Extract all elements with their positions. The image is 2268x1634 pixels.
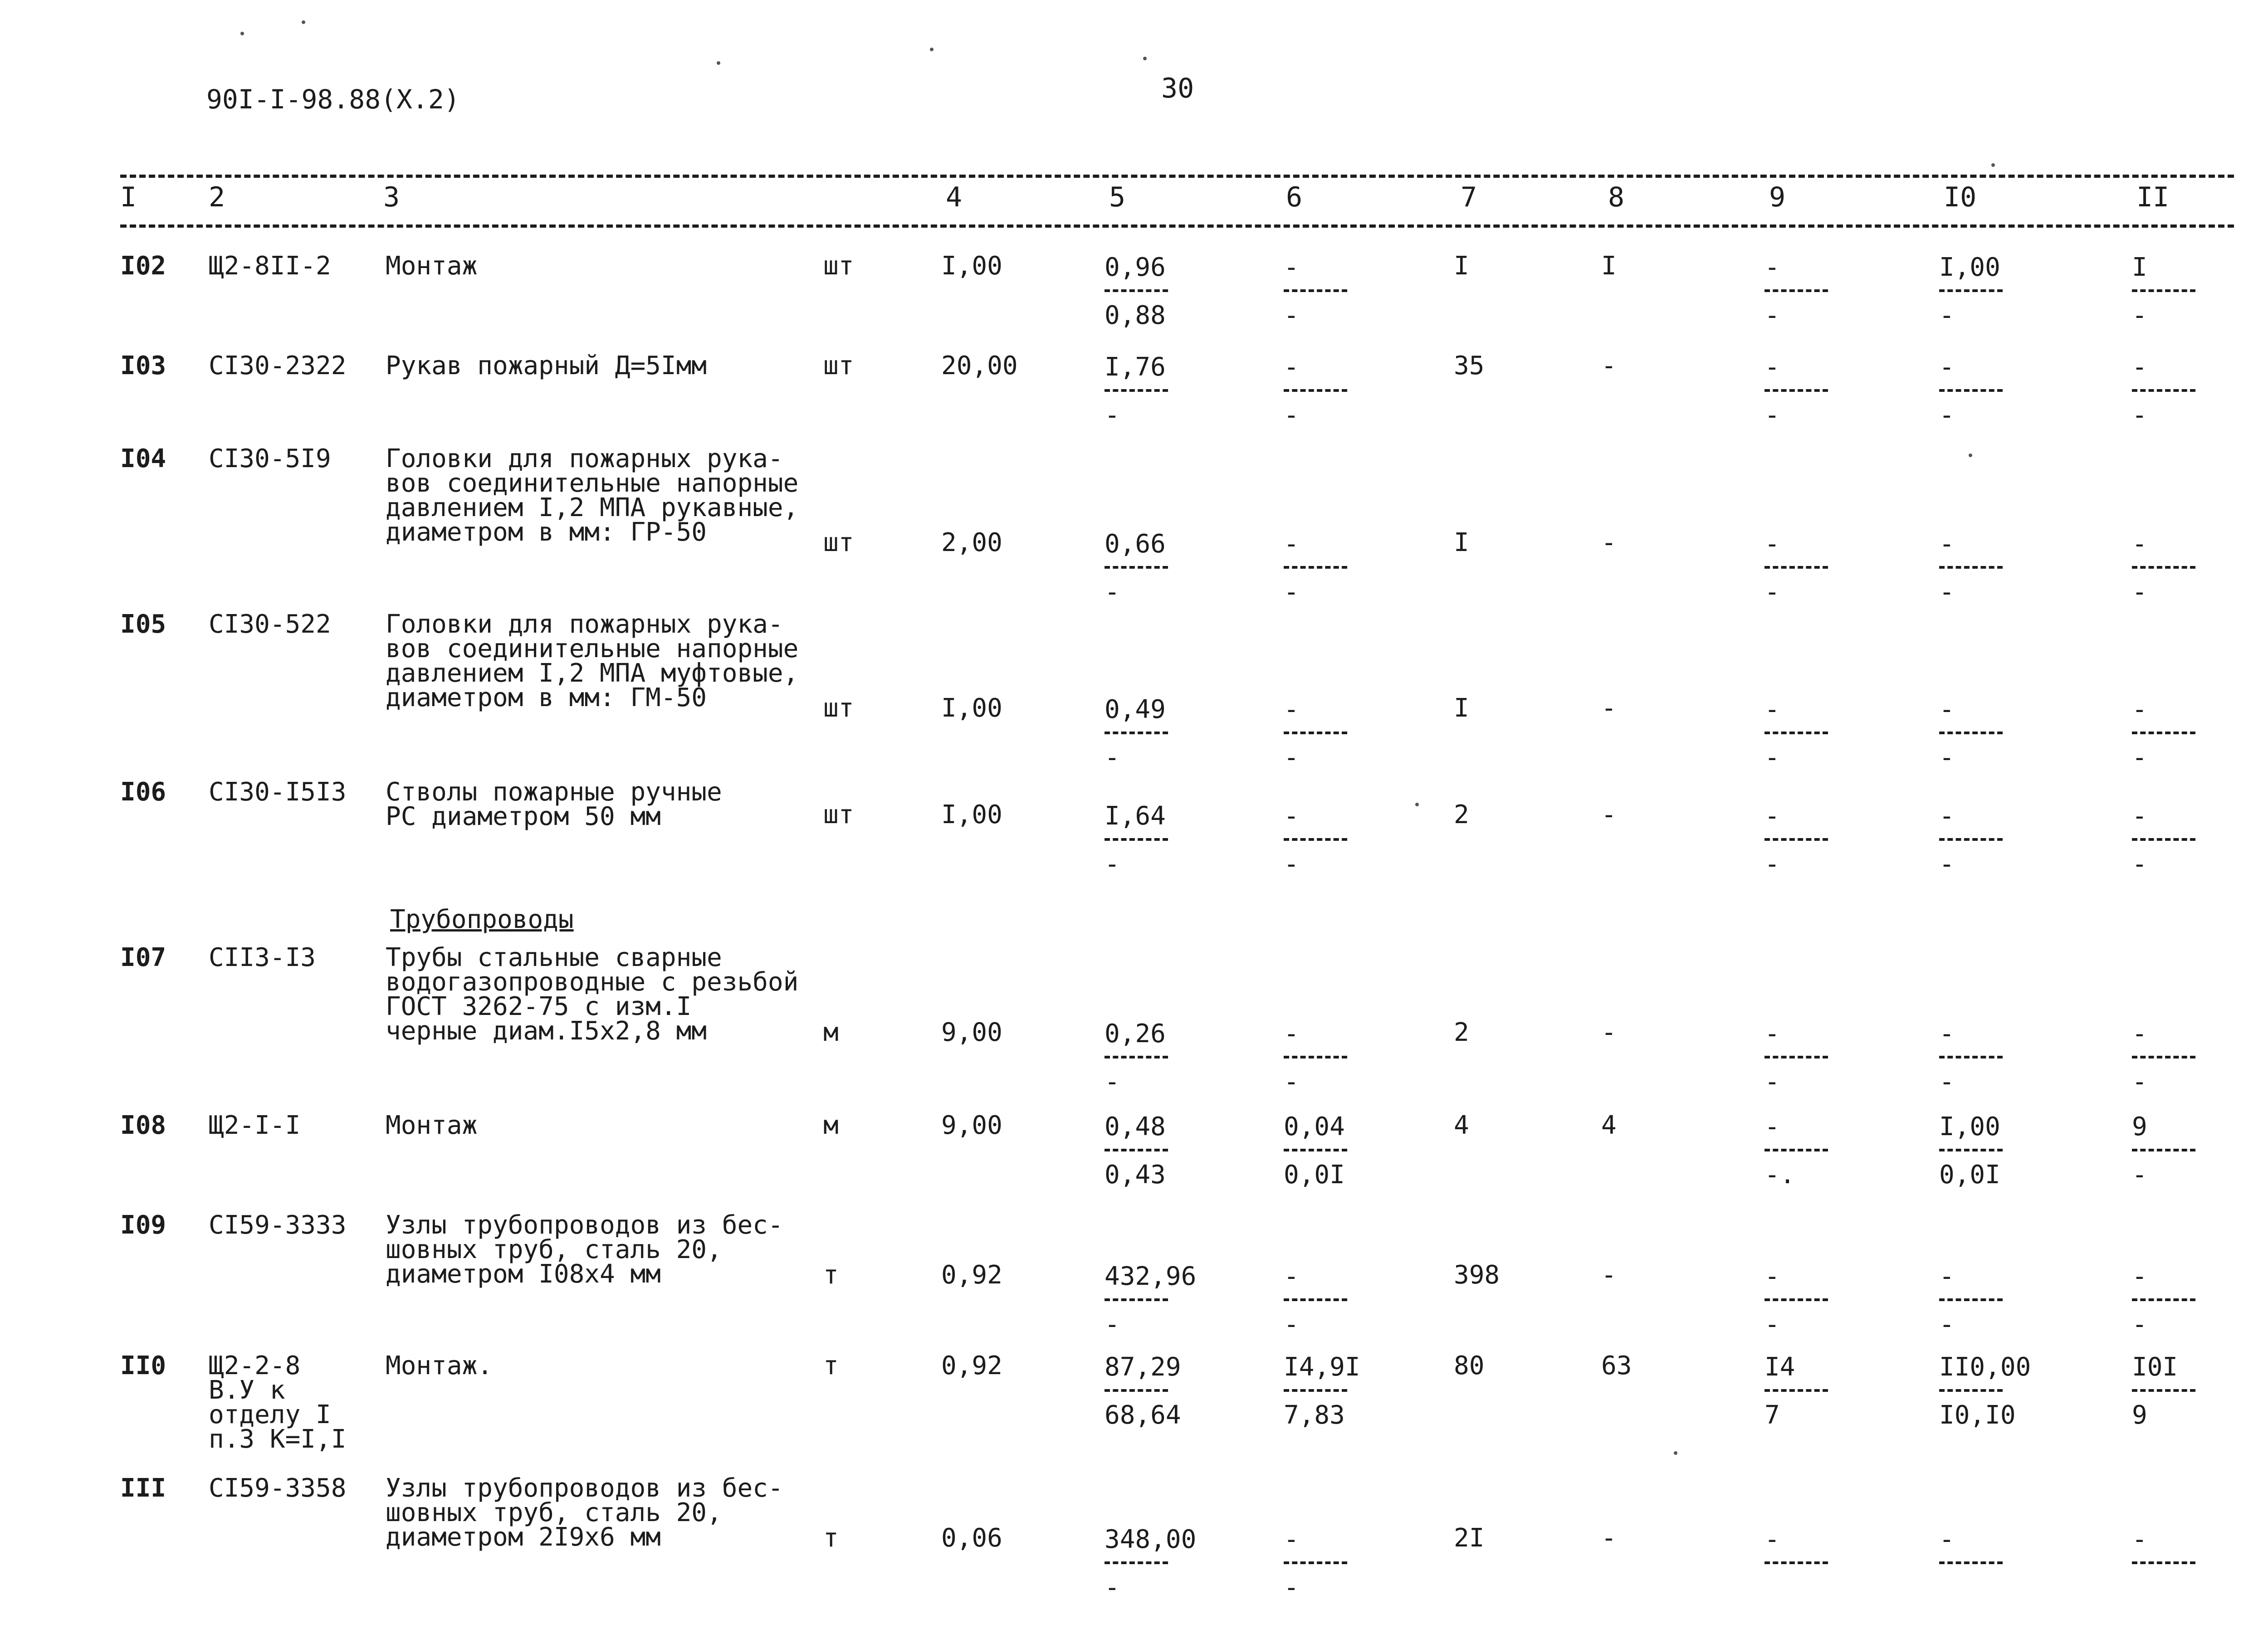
unit-cost	[1105, 696, 1213, 771]
column-number-6: 6	[1286, 181, 1303, 213]
price-code: CI30-I5I3	[209, 777, 347, 807]
scan-speck	[930, 48, 934, 51]
unit-cost-denominator: 0,88	[1105, 301, 1166, 330]
machine-cost-numerator: -	[1284, 1525, 1299, 1554]
unit-cost-numerator: 87,29	[1105, 1352, 1181, 1382]
labor-hours-unit-fraction-bar	[1939, 1561, 2003, 1564]
labor-hours-total-fraction-bar	[2132, 1389, 2195, 1392]
price-code: CI59-3358	[209, 1473, 347, 1503]
labor-hours-total	[2132, 531, 2241, 606]
total-cost: 398	[1454, 1260, 1500, 1290]
labor-hours-total-denominator: -	[2132, 577, 2147, 607]
machine-total-numerator: -	[1765, 352, 1780, 382]
machine-total-fraction-bar	[1765, 1149, 1828, 1151]
machine-cost-numerator: -	[1284, 352, 1299, 382]
labor-hours-total	[2132, 1020, 2241, 1096]
unit-cost-numerator: I,76	[1105, 352, 1166, 382]
price-code: CI30-2322	[209, 351, 347, 380]
machine-total-numerator: -	[1765, 253, 1780, 282]
row-number: I04	[120, 444, 166, 473]
unit-cost-numerator: 0,48	[1105, 1112, 1166, 1141]
machine-total-denominator: -	[1765, 1310, 1780, 1339]
machine-total	[1765, 1020, 1873, 1096]
unit-of-measure: т	[823, 1523, 839, 1553]
unit-cost-fraction-bar	[1105, 838, 1168, 841]
scan-speck	[717, 61, 720, 65]
page-number: 30	[1161, 73, 1194, 104]
labor-hours-total	[2132, 1526, 2241, 1574]
row-number: I06	[120, 777, 166, 807]
row-number: I07	[120, 943, 166, 972]
machine-total-numerator: -	[1765, 1525, 1780, 1554]
labor-cost: -	[1601, 800, 1617, 829]
labor-hours-unit-denominator: 0,0I	[1939, 1160, 2000, 1190]
machine-total-denominator: -	[1765, 301, 1780, 330]
unit-cost	[1105, 803, 1213, 878]
row-number: I08	[120, 1111, 166, 1140]
unit-of-measure: т	[823, 1351, 839, 1380]
labor-hours-total	[2132, 803, 2241, 878]
machine-cost	[1284, 1526, 1393, 1601]
labor-hours-unit-fraction-bar	[1939, 838, 2003, 841]
unit-cost-denominator: 0,43	[1105, 1160, 1166, 1190]
unit-cost-denominator: -	[1105, 1310, 1120, 1339]
machine-cost	[1284, 531, 1393, 606]
machine-cost-numerator: I4,9I	[1284, 1352, 1360, 1382]
column-number-7: 7	[1461, 181, 1477, 213]
labor-hours-unit-numerator: I,00	[1939, 1112, 2000, 1141]
unit-cost-denominator: -	[1105, 849, 1120, 879]
price-code: CII3-I3	[209, 943, 316, 972]
machine-total	[1765, 354, 1873, 429]
unit-cost	[1105, 1354, 1213, 1429]
machine-total	[1765, 1354, 1873, 1429]
price-code: Щ2-I-I	[209, 1111, 301, 1140]
machine-total-numerator: -	[1765, 695, 1780, 724]
labor-hours-total-numerator: -	[2132, 695, 2147, 724]
labor-hours-total	[2132, 1113, 2241, 1189]
machine-cost	[1284, 696, 1393, 771]
unit-of-measure: м	[823, 1018, 839, 1047]
machine-cost-fraction-bar	[1284, 732, 1347, 734]
machine-total	[1765, 696, 1873, 771]
labor-hours-total-fraction-bar	[2132, 566, 2195, 569]
labor-cost: 63	[1601, 1351, 1632, 1380]
machine-cost-denominator: -	[1284, 577, 1299, 607]
unit-cost-fraction-bar	[1105, 1298, 1168, 1301]
work-description: Головки для пожарных рука- вов соединительные напорные давлением I,2 МПА муфтовые, диаметром в мм: ГМ-50	[386, 610, 799, 712]
labor-cost: -	[1601, 1260, 1617, 1290]
machine-total-numerator: -	[1765, 529, 1780, 559]
unit-cost-fraction-bar	[1105, 289, 1168, 292]
work-description: Узлы трубопроводов из бес- шовных труб, сталь 20, диаметром 2I9x6 мм	[386, 1473, 783, 1552]
machine-cost-fraction-bar	[1284, 1149, 1347, 1151]
machine-total-numerator: -	[1765, 1019, 1780, 1049]
labor-hours-unit-denominator: -	[1939, 301, 1955, 330]
machine-total-denominator: -	[1765, 400, 1780, 430]
machine-total-fraction-bar	[1765, 1298, 1828, 1301]
price-code: CI59-3333	[209, 1210, 347, 1240]
unit-cost-denominator: 68,64	[1105, 1400, 1181, 1430]
labor-hours-total-fraction-bar	[2132, 1561, 2195, 1564]
scan-speck	[1415, 803, 1419, 806]
machine-total	[1765, 803, 1873, 878]
quantity: I,00	[941, 251, 1002, 281]
unit-cost-numerator: 0,49	[1105, 695, 1166, 724]
quantity: 20,00	[941, 351, 1018, 380]
column-number-9: 9	[1769, 181, 1786, 213]
machine-total-fraction-bar	[1765, 732, 1828, 734]
labor-hours-unit-numerator: II0,00	[1939, 1352, 2031, 1382]
machine-cost-denominator: -	[1284, 743, 1299, 772]
labor-hours-unit	[1939, 1263, 2048, 1338]
work-description: Рукав пожарный Д=5Iмм	[386, 351, 707, 380]
unit-cost-numerator: 0,66	[1105, 529, 1166, 559]
labor-hours-unit-fraction-bar	[1939, 1056, 2003, 1058]
unit-cost-fraction-bar	[1105, 1389, 1168, 1392]
machine-total	[1765, 1526, 1873, 1574]
machine-cost-fraction-bar	[1284, 1389, 1347, 1392]
work-description: Головки для пожарных рука- вов соединительные напорные давлением I,2 МПА рукавные, диаметром в мм: ГР-50	[386, 444, 799, 547]
work-description: Монтаж	[386, 1111, 478, 1140]
machine-total-denominator: -	[1765, 743, 1780, 772]
labor-hours-unit-denominator: I0,I0	[1939, 1400, 2016, 1430]
unit-cost-fraction-bar	[1105, 1149, 1168, 1151]
labor-hours-unit	[1939, 1113, 2048, 1189]
machine-cost	[1284, 803, 1393, 878]
machine-total	[1765, 1263, 1873, 1338]
machine-total	[1765, 531, 1873, 606]
machine-total-numerator: -	[1765, 1112, 1780, 1141]
labor-hours-unit-fraction-bar	[1939, 566, 2003, 569]
machine-total	[1765, 1113, 1873, 1189]
labor-hours-total	[2132, 1354, 2241, 1429]
machine-cost-denominator: -	[1284, 400, 1299, 430]
labor-hours-total-numerator: -	[2132, 1525, 2147, 1554]
price-code: CI30-522	[209, 610, 331, 639]
unit-cost-denominator: -	[1105, 400, 1120, 430]
unit-cost-numerator: I,64	[1105, 801, 1166, 831]
machine-cost-fraction-bar	[1284, 566, 1347, 569]
scan-speck	[1991, 163, 1995, 167]
machine-cost-numerator: -	[1284, 1019, 1299, 1049]
machine-cost-denominator: 7,83	[1284, 1400, 1345, 1430]
total-cost: 2I	[1454, 1523, 1485, 1553]
work-description: Трубы стальные сварные водогазопроводные с резьбой ГОСТ 3262-75 с изм.I черные диам.I5x2,8 мм	[386, 943, 799, 1046]
quantity: 9,00	[941, 1018, 1002, 1047]
machine-cost-numerator: -	[1284, 529, 1299, 559]
unit-cost-denominator: -	[1105, 743, 1120, 772]
labor-hours-total	[2132, 1263, 2241, 1338]
machine-cost	[1284, 254, 1393, 329]
labor-hours-unit	[1939, 531, 2048, 606]
work-description: Узлы трубопроводов из бес- шовных труб, сталь 20, диаметром I08x4 мм	[386, 1210, 783, 1289]
labor-hours-unit-numerator: I,00	[1939, 253, 2000, 282]
column-number-10: I0	[1944, 181, 1977, 213]
labor-hours-unit-fraction-bar	[1939, 732, 2003, 734]
labor-cost: I	[1601, 251, 1617, 281]
unit-cost	[1105, 1263, 1213, 1338]
machine-total-denominator: -.	[1765, 1160, 1795, 1190]
row-number: I09	[120, 1210, 166, 1240]
machine-cost-numerator: -	[1284, 801, 1299, 831]
labor-hours-unit-numerator: -	[1939, 529, 1955, 559]
labor-hours-total-numerator: -	[2132, 352, 2147, 382]
machine-cost-denominator: -	[1284, 1067, 1299, 1097]
column-number-3: 3	[383, 181, 400, 213]
labor-hours-unit-numerator: -	[1939, 1019, 1955, 1049]
machine-total-numerator: -	[1765, 801, 1780, 831]
column-number-1: I	[120, 181, 137, 213]
labor-hours-total	[2132, 254, 2241, 329]
machine-total-fraction-bar	[1765, 566, 1828, 569]
labor-hours-total-fraction-bar	[2132, 1149, 2195, 1151]
column-number-2: 2	[209, 181, 225, 213]
row-number: I03	[120, 351, 166, 380]
labor-cost: -	[1601, 351, 1617, 380]
labor-hours-total-numerator: -	[2132, 1262, 2147, 1291]
machine-cost-denominator: 0,0I	[1284, 1160, 1345, 1190]
labor-hours-unit-fraction-bar	[1939, 1298, 2003, 1301]
quantity: 9,00	[941, 1111, 1002, 1140]
unit-cost-fraction-bar	[1105, 566, 1168, 569]
labor-hours-total-denominator: -	[2132, 849, 2147, 879]
labor-hours-unit	[1939, 1020, 2048, 1096]
labor-hours-total-denominator: -	[2132, 1067, 2147, 1097]
labor-hours-unit-fraction-bar	[1939, 289, 2003, 292]
scan-speck	[302, 20, 305, 24]
unit-cost-fraction-bar	[1105, 389, 1168, 392]
machine-cost-numerator: -	[1284, 1262, 1299, 1291]
labor-hours-unit-denominator: -	[1939, 1067, 1955, 1097]
unit-cost-numerator: 0,96	[1105, 253, 1166, 282]
price-code: Щ2-8II-2	[209, 251, 331, 281]
labor-hours-total-numerator: 9	[2132, 1112, 2147, 1141]
labor-hours-unit-denominator: -	[1939, 400, 1955, 430]
unit-cost-denominator: -	[1105, 1573, 1120, 1602]
column-number-11: II	[2136, 181, 2170, 213]
total-cost: 2	[1454, 800, 1469, 829]
labor-hours-unit	[1939, 1526, 2048, 1574]
quantity: I,00	[941, 693, 1002, 723]
total-cost: 4	[1454, 1111, 1469, 1140]
unit-of-measure: м	[823, 1111, 839, 1140]
unit-cost	[1105, 531, 1213, 606]
labor-hours-total-denominator: -	[2132, 743, 2147, 772]
labor-hours-total-denominator: -	[2132, 1310, 2147, 1339]
labor-cost: -	[1601, 1018, 1617, 1047]
row-number: III	[120, 1473, 166, 1503]
unit-cost-denominator: -	[1105, 577, 1120, 607]
unit-cost-fraction-bar	[1105, 1056, 1168, 1058]
machine-cost-fraction-bar	[1284, 389, 1347, 392]
machine-cost-numerator: 0,04	[1284, 1112, 1345, 1141]
unit-of-measure: шт	[823, 800, 854, 829]
document-code: 90I-I-98.88(X.2)	[206, 84, 460, 115]
machine-total-denominator: -	[1765, 577, 1780, 607]
machine-cost	[1284, 354, 1393, 429]
labor-cost: -	[1601, 693, 1617, 723]
labor-hours-unit-denominator: -	[1939, 743, 1955, 772]
unit-cost-fraction-bar	[1105, 732, 1168, 734]
unit-cost-denominator: -	[1105, 1067, 1120, 1097]
labor-hours-unit-numerator: -	[1939, 801, 1955, 831]
labor-hours-total-denominator: 9	[2132, 1400, 2147, 1430]
machine-cost	[1284, 1020, 1393, 1096]
labor-hours-total-fraction-bar	[2132, 732, 2195, 734]
labor-hours-total-numerator: -	[2132, 1019, 2147, 1049]
labor-hours-total	[2132, 696, 2241, 771]
row-number: I02	[120, 251, 166, 281]
unit-of-measure: шт	[823, 693, 854, 723]
work-description: Монтаж	[386, 251, 478, 281]
unit-cost-fraction-bar	[1105, 1561, 1168, 1564]
unit-cost	[1105, 1020, 1213, 1096]
scan-speck	[1969, 454, 1972, 457]
quantity: 0,06	[941, 1523, 1002, 1553]
header-top-dashed-rule	[120, 175, 2234, 178]
labor-hours-unit-numerator: -	[1939, 1525, 1955, 1554]
labor-hours-unit-denominator: -	[1939, 849, 1955, 879]
labor-hours-unit-numerator: -	[1939, 1262, 1955, 1291]
machine-cost	[1284, 1263, 1393, 1338]
scan-speck	[1143, 57, 1147, 60]
machine-cost-denominator: -	[1284, 1310, 1299, 1339]
scan-speck	[240, 32, 244, 35]
quantity: 2,00	[941, 528, 1002, 557]
machine-cost-fraction-bar	[1284, 289, 1347, 292]
machine-total	[1765, 254, 1873, 329]
work-description: Стволы пожарные ручные РС диаметром 50 мм	[386, 777, 722, 831]
labor-hours-unit-numerator: -	[1939, 695, 1955, 724]
unit-cost	[1105, 1113, 1213, 1189]
machine-cost-fraction-bar	[1284, 838, 1347, 841]
machine-total-fraction-bar	[1765, 838, 1828, 841]
machine-cost-denominator: -	[1284, 849, 1299, 879]
labor-hours-total-denominator: -	[2132, 301, 2147, 330]
labor-hours-total-fraction-bar	[2132, 1298, 2195, 1301]
labor-cost: 4	[1601, 1111, 1617, 1140]
scan-speck	[1674, 1451, 1677, 1455]
row-number: I05	[120, 610, 166, 639]
unit-of-measure: шт	[823, 251, 854, 281]
machine-total-numerator: -	[1765, 1262, 1780, 1291]
column-number-8: 8	[1608, 181, 1625, 213]
machine-cost-fraction-bar	[1284, 1056, 1347, 1058]
machine-cost	[1284, 1354, 1393, 1429]
total-cost: 2	[1454, 1018, 1469, 1047]
machine-total-numerator: I4	[1765, 1352, 1795, 1382]
machine-cost-numerator: -	[1284, 253, 1299, 282]
labor-hours-total-fraction-bar	[2132, 389, 2195, 392]
unit-of-measure: шт	[823, 351, 854, 380]
labor-hours-unit-fraction-bar	[1939, 1149, 2003, 1151]
labor-hours-total	[2132, 354, 2241, 429]
total-cost: I	[1454, 251, 1469, 281]
unit-cost-numerator: 432,96	[1105, 1262, 1197, 1291]
labor-hours-unit-fraction-bar	[1939, 1389, 2003, 1392]
labor-hours-total-fraction-bar	[2132, 1056, 2195, 1058]
labor-hours-unit	[1939, 354, 2048, 429]
machine-total-fraction-bar	[1765, 389, 1828, 392]
header-bottom-dashed-rule	[120, 224, 2234, 228]
total-cost: 35	[1454, 351, 1485, 380]
machine-total-denominator: -	[1765, 849, 1780, 879]
quantity: I,00	[941, 800, 1002, 829]
labor-hours-total-fraction-bar	[2132, 289, 2195, 292]
unit-cost	[1105, 354, 1213, 429]
labor-hours-unit	[1939, 1354, 2048, 1429]
price-code: Щ2-2-8 В.У к отделу I п.3 К=I,I	[209, 1351, 347, 1454]
labor-hours-total-numerator: I	[2132, 253, 2147, 282]
column-number-5: 5	[1109, 181, 1126, 213]
total-cost: 80	[1454, 1351, 1485, 1380]
unit-cost-numerator: 348,00	[1105, 1525, 1197, 1554]
labor-hours-unit-fraction-bar	[1939, 389, 2003, 392]
labor-hours-total-denominator: -	[2132, 400, 2147, 430]
machine-total-fraction-bar	[1765, 1389, 1828, 1392]
machine-cost-fraction-bar	[1284, 1298, 1347, 1301]
quantity: 0,92	[941, 1260, 1002, 1290]
machine-total-denominator: 7	[1765, 1400, 1780, 1430]
machine-total-fraction-bar	[1765, 1561, 1828, 1564]
labor-cost: -	[1601, 528, 1617, 557]
machine-cost-denominator: -	[1284, 301, 1299, 330]
price-code: CI30-5I9	[209, 444, 331, 473]
labor-hours-unit-denominator: -	[1939, 577, 1955, 607]
total-cost: I	[1454, 693, 1469, 723]
machine-total-fraction-bar	[1765, 289, 1828, 292]
unit-of-measure: т	[823, 1260, 839, 1290]
total-cost: I	[1454, 528, 1469, 557]
machine-cost-numerator: -	[1284, 695, 1299, 724]
work-description: Монтаж.	[386, 1351, 493, 1380]
quantity: 0,92	[941, 1351, 1002, 1380]
machine-total-fraction-bar	[1765, 1056, 1828, 1058]
unit-cost	[1105, 254, 1213, 329]
labor-hours-total-fraction-bar	[2132, 838, 2195, 841]
labor-hours-total-numerator: -	[2132, 529, 2147, 559]
labor-cost: -	[1601, 1523, 1617, 1553]
machine-cost-fraction-bar	[1284, 1561, 1347, 1564]
unit-cost-numerator: 0,26	[1105, 1019, 1166, 1049]
machine-cost-denominator: -	[1284, 1573, 1299, 1602]
row-number: II0	[120, 1351, 166, 1380]
labor-hours-unit	[1939, 803, 2048, 878]
unit-of-measure: шт	[823, 528, 854, 557]
unit-cost	[1105, 1526, 1213, 1601]
column-number-4: 4	[946, 181, 963, 213]
machine-cost	[1284, 1113, 1393, 1189]
labor-hours-total-numerator: I0I	[2132, 1352, 2178, 1382]
labor-hours-unit-numerator: -	[1939, 352, 1955, 382]
labor-hours-total-denominator: -	[2132, 1160, 2147, 1190]
labor-hours-unit-denominator: -	[1939, 1310, 1955, 1339]
labor-hours-unit	[1939, 254, 2048, 329]
labor-hours-total-numerator: -	[2132, 801, 2147, 831]
section-title-pipelines: Трубопроводы	[390, 905, 574, 934]
machine-total-denominator: -	[1765, 1067, 1780, 1097]
labor-hours-unit	[1939, 696, 2048, 771]
